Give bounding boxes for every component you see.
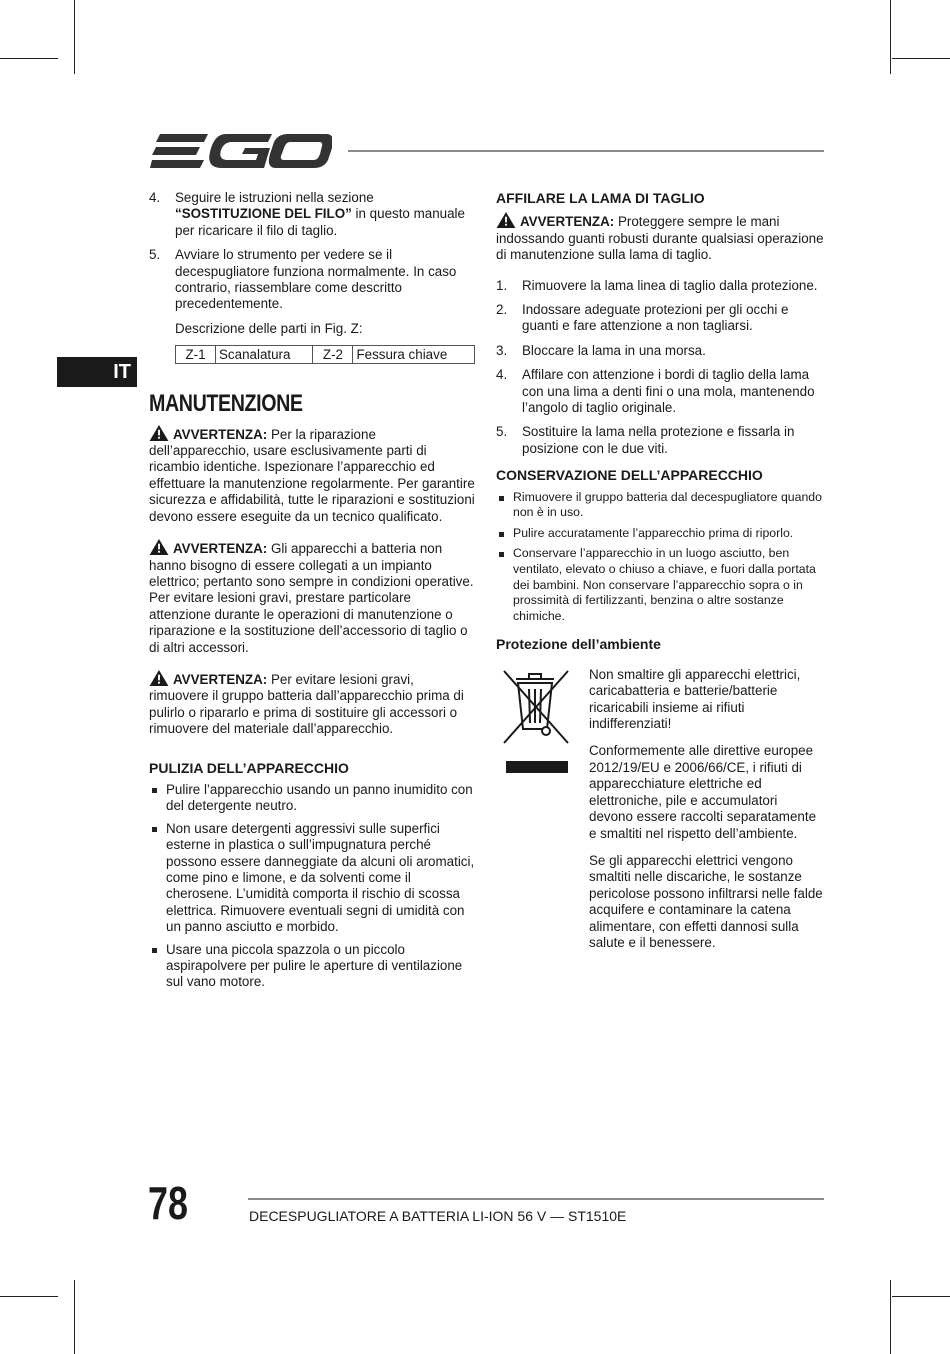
table-cell: Scanalatura — [216, 346, 313, 364]
paragraph: Non smaltire gli apparecchi elettrici, caricabatteria e batterie/batterie ricaricabili insieme ai rifiuti indifferenziati! — [589, 666, 801, 732]
crossed-bin-icon — [496, 667, 576, 777]
table-cell: Z-2 — [313, 346, 353, 364]
bullet-icon — [152, 948, 157, 953]
list-item: Pulire accuratamente l’apparecchio prima di riporlo. — [496, 526, 824, 542]
sharpen-title: AFFILARE LA LAMA DI TAGLIO — [496, 190, 705, 206]
storage-title: CONSERVAZIONE DELL’APPARECCHIO — [496, 467, 763, 484]
footer-rule — [248, 1198, 824, 1200]
warning-triangle-icon — [149, 539, 169, 555]
footer-title: DECESPUGLIATORE A BATTERIA LI-ION 56 V — ST1510E — [249, 1208, 627, 1224]
storage-list — [496, 490, 824, 625]
warning-paragraph: AVVERTENZA: Gli apparecchi a batteria non hanno bisogno di essere collegati a un impianto elettrico; pertanto sono sempre in condizioni operative. Per evitare lesioni gravi, prestare particolare attenzione durante le operazioni di manutenzione o riparazione e la sostituzione dell’accessorio di taglio o di altri accessori. — [149, 541, 474, 655]
right-column — [496, 190, 824, 962]
paragraph: Conformemente alle direttive europee 2012/19/EU e 2006/66/CE, i rifiuti di apparecchiature elettriche ed elettroniche, pile e accumulatori devono essere raccolti separatamente e smaltiti nel rispetto dell’ambiente. — [589, 743, 817, 841]
crop-mark — [0, 1296, 58, 1297]
crop-mark — [890, 1280, 891, 1354]
list-item: Conservare l’apparecchio in un luogo asciutto, ben ventilato, elevato o chiuso a chiave, e fuori dalla portata dei bambini. Non conservare l’apparecchio sopra o in prossimità di fertilizzanti, benzina o altre sostanze chimiche. — [496, 546, 824, 624]
warning-paragraph: AVVERTENZA: Per la riparazione dell’apparecchio, usare esclusivamente parti di ricambio identiche. Ispezionare l’apparecchio ed effettuare la manutenzione regolarmente. Per garantire sicurezza e affidabilità, tutte le riparazioni e sostituzioni devono essere eseguite da un tecnico qualificato. — [149, 426, 475, 524]
bullet-icon — [152, 788, 157, 793]
crop-mark — [890, 0, 891, 74]
warning-paragraph: AVVERTENZA: Proteggere sempre le mani indossando guanti robusti durante qualsiasi operazione di manutenzione sulla lama di taglio. — [496, 214, 824, 263]
ego-logo — [150, 130, 332, 172]
left-column — [149, 190, 475, 1003]
cleaning-list — [149, 782, 475, 991]
warning-triangle-icon — [149, 670, 169, 686]
list-item: Pulire l’apparecchio usando un panno inumidito con del detergente neutro. — [149, 782, 475, 815]
list-item: 5. Avviare lo strumento per vedere se il decespugliatore funziona normalmente. In caso contrario, riassemblare come descritto precedentemente. — [149, 247, 457, 312]
list-item: 4. Affilare con attenzione i bordi di taglio della lama con una lima a denti fini o una mola, mantenendo l’angolo di taglio originale. — [496, 367, 815, 416]
page-number: 78 — [148, 1177, 188, 1229]
bullet-icon — [499, 532, 504, 537]
parts-table — [175, 345, 475, 364]
environment-text — [589, 667, 824, 952]
crop-mark — [0, 58, 58, 59]
table-cell: Z-1 — [176, 346, 216, 364]
crop-mark — [892, 58, 950, 59]
table-cell: Fessura chiave — [353, 346, 475, 364]
environment-block — [496, 667, 824, 952]
section-title: MANUTENZIONE — [149, 390, 303, 418]
list-item: 1. Rimuovere la lama linea di taglio dalla protezione. — [496, 277, 818, 293]
environment-title: Protezione dell’ambiente — [496, 636, 661, 653]
warning-triangle-icon — [496, 212, 516, 228]
bullet-icon — [499, 552, 504, 557]
bullet-icon — [152, 827, 157, 832]
list-item: 3. Bloccare la lama in una morsa. — [496, 342, 706, 358]
sharpen-steps — [496, 278, 824, 458]
paragraph: Se gli apparecchi elettrici vengono smaltiti nelle discariche, le sostanze pericolose possono infiltrarsi nelle falde acquifere e contaminare la catena alimentare, con effetti dannosi sulla salute e il benessere. — [589, 852, 823, 950]
parts-caption: Descrizione delle parti in Fig. Z: — [175, 320, 363, 336]
crop-mark — [74, 0, 75, 74]
bullet-icon — [499, 496, 504, 501]
crop-mark — [74, 1280, 75, 1354]
warning-paragraph: AVVERTENZA: Per evitare lesioni gravi, rimuovere il gruppo batteria dall’apparecchio prima di pulirlo o ripararlo e prima di sostituire gli accessori o rimuovere del materiale dall’apparecchio. — [149, 671, 464, 737]
list-item: Rimuovere il gruppo batteria dal decespugliatore quando non è in uso. — [496, 490, 824, 521]
refill-steps — [149, 190, 475, 313]
language-tab: IT — [57, 357, 137, 387]
cleaning-title: PULIZIA DELL’APPARECCHIO — [149, 759, 349, 776]
list-item: 5. Sostituire la lama nella protezione e fissarla in posizione con le due viti. — [496, 424, 795, 456]
warning-triangle-icon — [149, 425, 169, 441]
table-row — [176, 346, 475, 364]
list-item: Usare una piccola spazzola o un piccolo aspirapolvere per pulire le aperture di ventilazione sul vano motore. — [149, 942, 475, 991]
header-rule — [348, 150, 824, 152]
crop-mark — [892, 1296, 950, 1297]
list-item: 2. Indossare adeguate protezioni per gli occhi e guanti e fare attenzione a non tagliarsi. — [496, 302, 789, 334]
list-item: 4. Seguire le istruzioni nella sezione “SOSTITUZIONE DEL FILO” in questo manuale per ricaricare il filo di taglio. — [149, 190, 465, 238]
list-item: Non usare detergenti aggressivi sulle superfici esterne in plastica o sull’impugnatura perché possono essere danneggiate da alcuni oli aromatici, come pino e limone, e da solventi come il cherosene. L’umidità comporta il rischio di scossa elettrica. Rimuovere eventuali segni di umidità con un panno asciutto e morbido. — [149, 821, 475, 936]
